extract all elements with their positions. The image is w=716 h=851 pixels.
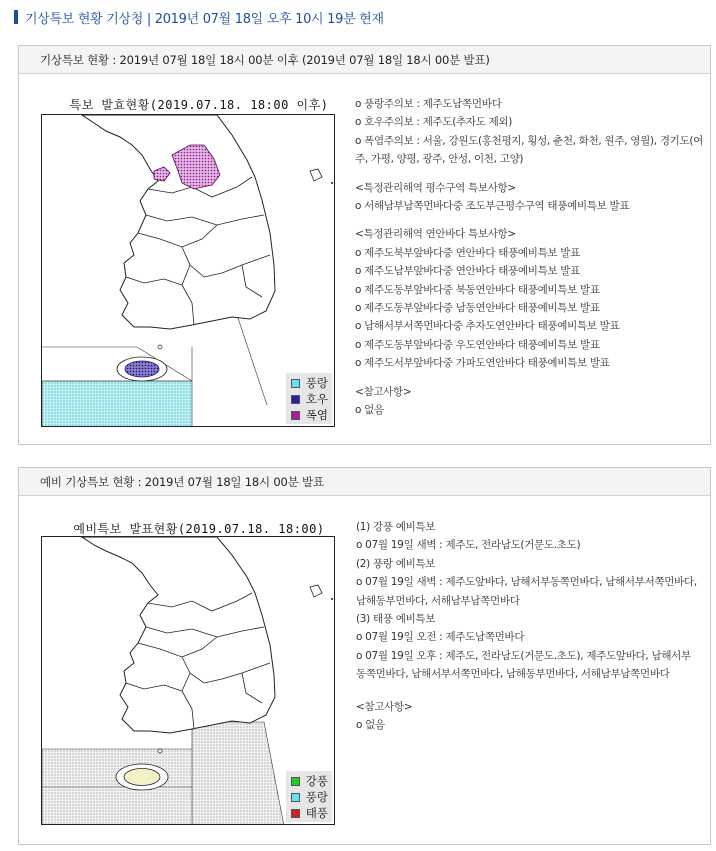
warning-item: o 폭염주의보 : 서울, 강원도(홍천평지, 횡성, 춘천, 화천, 원주, 영월), 경기도(여주, 가평, 양평, 광주, 안성, 이천, 고양) (355, 134, 703, 166)
preliminary-item: o 07월 19일 새벽 : 제주도앞바다, 남해서부동쪽먼바다, 남해서부서쪽먼바다, 남해동부먼바다, 서해남부남쪽먼바다 (356, 576, 697, 607)
preliminary-item: o 07월 19일 오전 : 제주도남쪽먼바다 (356, 631, 525, 644)
note-item: o 없음 (356, 719, 385, 732)
coastal-item: o 제주도동부앞바다중 북동연안바다 태풍예비특보 발표 (355, 283, 600, 296)
legend-item-heavy-rain (291, 391, 328, 407)
warning-map[interactable] (41, 114, 335, 427)
section-heading: <특정관리해역 연안바다 특보사항> (355, 228, 516, 241)
coastal-item: o 제주도남부앞바다중 연안바다 태풍예비특보 발표 (355, 265, 580, 278)
legend-label: 폭염 (305, 408, 328, 422)
legend-swatch (291, 777, 300, 786)
preliminary-item: o 07월 19일 새벽 : 제주도, 전라남도(거문도.초도) (356, 539, 581, 552)
section-heading: <참고사항> (356, 700, 413, 713)
legend-item-typhoon (291, 805, 328, 821)
coastal-item: o 남해서부서쪽먼바다중 추자도연안바다 태풍예비특보 발표 (355, 320, 620, 333)
legend-item-heat-wave (291, 407, 328, 423)
preliminary-map[interactable] (41, 536, 335, 825)
section-heading: <참고사항> (355, 385, 412, 398)
preliminary-item: (3) 태풍 예비특보 (356, 613, 436, 626)
preliminary-item: (2) 풍랑 예비특보 (356, 557, 436, 570)
panel-title: 예비 기상특보 현황 : 2019년 07월 18일 18시 00분 발표 (19, 468, 710, 496)
map-title: 예비특보 발표현황(2019.07.18. 18:00) (73, 522, 325, 536)
coastal-item: o 제주도동부앞바다중 우도연안바다 태풍예비특보 발표 (355, 338, 600, 351)
section-heading: <특정관리해역 평수구역 특보사항> (355, 181, 516, 194)
legend-swatch (291, 395, 300, 404)
legend-item-wave (291, 375, 328, 391)
legend-item-wave (291, 789, 328, 805)
legend-swatch (291, 809, 300, 818)
panel-title: 기상특보 현황 : 2019년 07월 18일 18시 00분 이후 (2019년 07월 18일 18시 00분 발표) (19, 46, 710, 74)
preliminary-item: o 07월 19일 오후 : 제주도, 전라남도(거문도.초도), 제주도앞바다, 남해서부동쪽먼바다, 남해서부서쪽먼바다, 남해동부먼바다, 서해남부남쪽먼바다 (356, 649, 691, 681)
map-legend (286, 771, 332, 822)
legend-swatch (291, 793, 300, 802)
legend-label: 태풍 (305, 806, 328, 820)
page-title: 기상특보 현황 기상청 | 2019년 07월 18일 오후 10시 19분 현재 (25, 11, 384, 27)
special-area-item: o 서해남부남쪽먼바다중 조도부근평수구역 태풍예비특보 발표 (355, 200, 630, 213)
legend-swatch (291, 379, 300, 388)
legend-label: 풍랑 (305, 790, 328, 804)
page-header (14, 8, 384, 26)
preliminary-details (356, 518, 698, 734)
coastal-item: o 제주도북부앞바다중 연안바다 태풍예비특보 발표 (355, 246, 580, 259)
legend-label: 풍랑 (305, 376, 328, 390)
preliminary-item: (1) 강풍 예비특보 (356, 521, 436, 533)
note-item: o 없음 (355, 404, 384, 417)
map-title: 특보 발효현황(2019.07.18. 18:00 이후) (69, 98, 329, 112)
warning-item: o 호우주의보 : 제주도(추자도 제외) (355, 116, 513, 129)
legend-label: 호우 (305, 392, 328, 406)
header-accent-bar (14, 10, 18, 24)
legend-label: 강풍 (305, 774, 328, 788)
warning-details (355, 95, 703, 420)
coastal-item: o 제주도서부앞바다중 가파도연안바다 태풍예비특보 발표 (355, 357, 610, 370)
preliminary-warnings-panel (18, 467, 711, 845)
current-warnings-panel (18, 45, 711, 445)
map-legend (286, 373, 332, 424)
warning-item: o 풍랑주의보 : 제주도남쪽먼바다 (355, 98, 502, 110)
legend-item-strong-wind (291, 773, 328, 789)
legend-swatch (291, 411, 300, 420)
coastal-item: o 제주도동부앞바다중 남동연안바다 태풍예비특보 발표 (355, 302, 600, 315)
